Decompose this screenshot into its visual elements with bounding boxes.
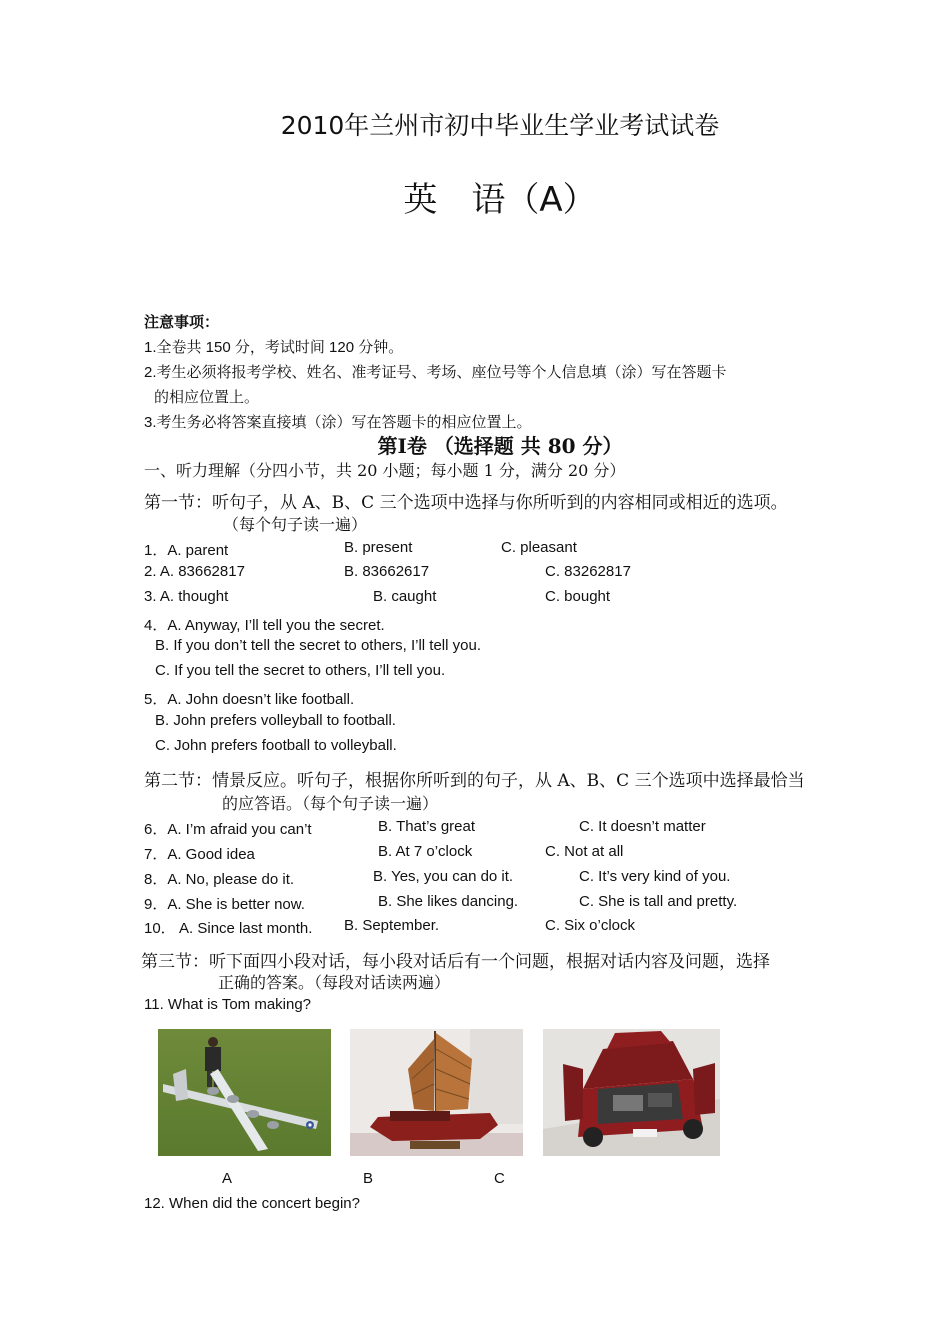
q4-option-a: 4．A. Anyway, I’ll tell you the secret.	[144, 617, 385, 634]
q1-option-c: C. pleasant	[501, 539, 577, 556]
q5-option-c: C. John prefers football to volleyball.	[155, 737, 397, 754]
picture-label-b: B	[363, 1170, 374, 1187]
q11-question: 11. What is Tom making?	[144, 996, 312, 1013]
q5-option-a: 5．A. John doesn’t like football.	[144, 691, 355, 708]
notes-item-2: 2.考生必须将报考学校、姓名、准考证号、考场、座位号等个人信息填（涂）写在答题卡	[144, 364, 727, 381]
q8-option-c: C. It’s very kind of you.	[579, 868, 731, 885]
q12-question: 12. When did the concert begin?	[144, 1195, 360, 1212]
q1-option-b: B. present	[344, 539, 413, 556]
q5-option-b: B. John prefers volleyball to football.	[155, 712, 396, 729]
q10-option-c: C. Six o’clock	[545, 917, 636, 934]
q4-option-b: B. If you don’t tell the secret to others, I’ll tell you.	[155, 637, 481, 654]
section1-instruction: 第一节：听句子，从 A、B、C 三个选项中选择与你所听到的内容相同或相近的选项。	[144, 493, 788, 513]
car-model-image	[543, 1029, 720, 1156]
section1-instruction-cont: （每个句子读一遍）	[223, 515, 368, 534]
q2-option-a: 2. A. 83662817	[144, 563, 245, 580]
notes-item-1: 1.全卷共 150 分，考试时间 120 分钟。	[144, 339, 404, 356]
q8-option-b: B. Yes, you can do it.	[373, 868, 514, 885]
q3-option-a: 3. A. thought	[144, 588, 229, 605]
picture-label-a: A	[222, 1170, 233, 1187]
q8-option-a: 8．A. No, please do it.	[144, 871, 295, 888]
section3-instruction-cont: 正确的答案。（每段对话读两遍）	[218, 973, 451, 992]
q9-option-c: C. She is tall and pretty.	[579, 893, 738, 910]
q6-option-c: C. It doesn’t matter	[579, 818, 706, 835]
q3-option-b: B. caught	[373, 588, 437, 605]
notes-item-2-cont: 的相应位置上。	[154, 389, 260, 406]
q7-option-b: B. At 7 o’clock	[378, 843, 473, 860]
notes-item-3: 3.考生务必将答案直接填（涂）写在答题卡的相应位置上。	[144, 414, 532, 431]
q2-option-b: B. 83662617	[344, 563, 430, 580]
q10-option-b: B. September.	[344, 917, 440, 934]
q6-option-b: B. That’s great	[378, 818, 476, 835]
q7-option-a: 7．A. Good idea	[144, 846, 255, 863]
section3-instruction: 第三节：听下面四小段对话，每小段对话后有一个问题，根据对话内容及问题，选择	[141, 952, 770, 972]
notes-heading: 注意事项：	[144, 314, 220, 331]
q7-option-c: C. Not at all	[545, 843, 624, 860]
q10-option-a: 10． A. Since last month.	[144, 920, 313, 937]
airplane-model-image	[158, 1029, 331, 1156]
ship-model-image	[350, 1029, 523, 1156]
listening-heading: 一、听力理解（分四小节，共 20 小题；每小题 1 分，满分 20 分）	[144, 461, 626, 480]
q9-option-a: 9．A. She is better now.	[144, 896, 305, 913]
q9-option-b: B. She likes dancing.	[378, 893, 519, 910]
q6-option-a: 6．A. I’m afraid you can’t	[144, 821, 312, 838]
section2-instruction-cont: 的应答语。（每个句子读一遍）	[222, 794, 439, 813]
exam-title: 2010年兰州市初中毕业生学业考试试卷	[280, 111, 720, 140]
picture-label-c: C	[494, 1170, 505, 1187]
part1-heading: 第Ⅰ卷 （选择题 共 80 分）	[377, 434, 623, 458]
q1-option-a: 1．A. parent	[144, 542, 229, 559]
subject-title: 英 语（A）	[403, 180, 597, 220]
q4-option-c: C. If you tell the secret to others, I’ll tell you.	[155, 662, 446, 679]
q3-option-c: C. bought	[545, 588, 611, 605]
q2-option-c: C. 83262817	[545, 563, 631, 580]
section2-instruction: 第二节：情景反应。听句子，根据你所听到的句子，从 A、B、C 三个选项中选择最恰当	[144, 771, 805, 791]
